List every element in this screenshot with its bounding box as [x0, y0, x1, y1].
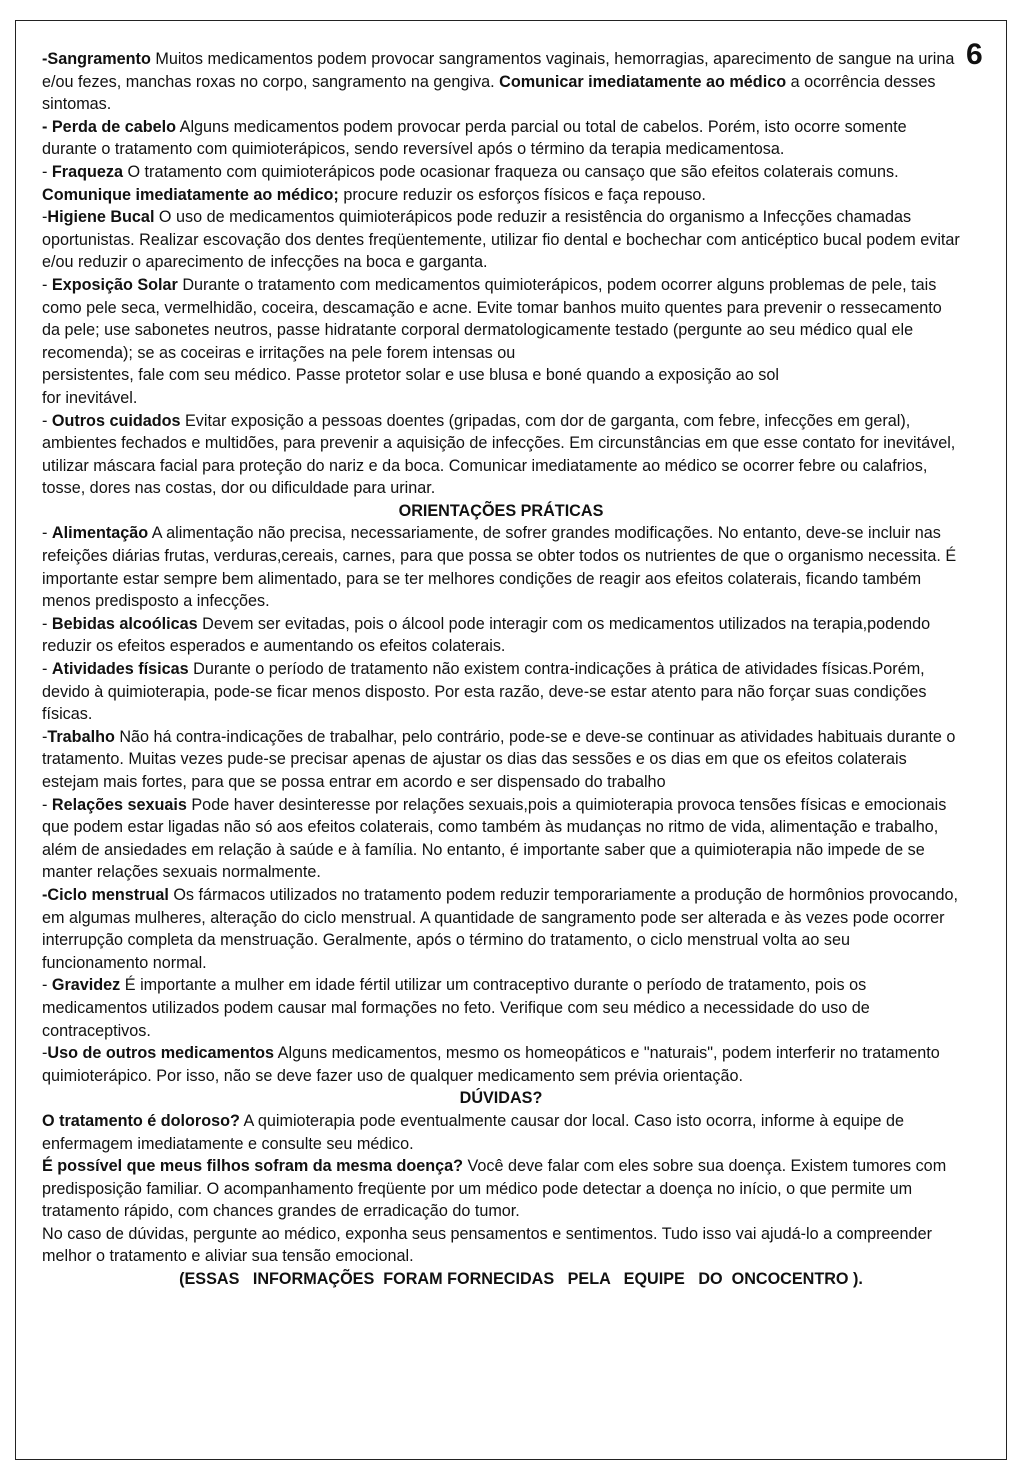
section-fraqueza: - Fraqueza O tratamento com quimioterápicos pode ocasionar fraqueza ou cansaço que são efeitos colaterais comuns. Comunique imediatamente ao médico; procure reduzir os esforços físicos e faça repouso.	[42, 162, 899, 204]
document-body	[42, 48, 960, 1291]
practical-alimentacao: - Alimentação A alimentação não precisa, necessariamente, de sofrer grandes modificações. No entanto, deve-se incluir nas refeições diárias frutas, verduras,cereais, carnes, para que possa se obter todos os nutrientes de que o organismo necessita. É importante estar sempre bem alimentado, para se ter melhores condições de reagir aos efeitos colaterais, ficando também menos predisposto a infecções.	[42, 524, 957, 611]
practical-relacoes: - Relações sexuais Pode haver desinteresse por relações sexuais,pois a quimioterapia provoca tensões físicas e emocionais que podem estar ligadas não só aos efeitos colaterais, como também às mudanças no ritmo de vida, alimentação e trabalho, além de ansiedades em relação à saúde e à família. No entanto, é importante saber que a quimioterapia não impede de se manter relações sexuais normalmente.	[42, 795, 947, 882]
section-exposicao-solar-end: for inevitável.	[42, 388, 138, 407]
section-outros-cuidados: - Outros cuidados Evitar exposição a pessoas doentes (gripadas, com dor de garganta, com febre, infecções em geral),	[42, 411, 911, 430]
section-outros-cuidados-cont: ambientes fechados e multidões, para prevenir a aquisição de infecções. Em circunstâncias em que esse contato for inevitável, utilizar máscara facial para proteção do nariz e da boca. Comunicar imediatamente ao médico se ocorrer febre ou calafrios, tosse, dores nas costas, dor ou dificuldade para urinar.	[42, 434, 956, 498]
section-sangramento: -Sangramento Muitos medicamentos podem provocar sangramentos vaginais, hemorragias, aparecimento de sangue na urina e/ou fezes, manchas roxas no corpo, sangramento na gengiva. Comunicar imediatamente ao médico a ocorrência desses sintomas.	[42, 50, 955, 114]
closing-paragraph: No caso de dúvidas, pergunte ao médico, exponha seus pensamentos e sentimentos. Tudo isso vai ajudá-lo a compreender melhor o tratamento e aliviar sua tensão emocional.	[42, 1224, 932, 1266]
practical-medicamentos: -Uso de outros medicamentos Alguns medicamentos, mesmo os homeopáticos e "naturais", podem interferir no tratamento quimioterápico. Por isso, não se deve fazer uso de qualquer medicamento sem prévia orientação.	[42, 1044, 940, 1085]
practical-bebidas: - Bebidas alcoólicas Devem ser evitadas, pois o álcool pode interagir com os medicamentos utilizados na terapia,podendo reduzir os efeitos esperados e aumentando os efeitos colaterais.	[42, 614, 931, 656]
section-exposicao-solar-cont: persistentes, fale com seu médico. Passe protetor solar e use blusa e boné quando a exposição ao sol	[42, 366, 779, 385]
section-higiene-bucal: -Higiene Bucal O uso de medicamentos quimioterápicos pode reduzir a resistência do organismo a Infecções chamadas oportunistas. Realizar escovação dos dentes freqüentemente, utilizar fio dental e bochechar com anticéptico bucal podem evitar e/ou reduzir o aparecimento de infecções na boca e garganta.	[42, 208, 960, 272]
faq-heading: DÚVIDAS?	[459, 1089, 543, 1108]
section-perda-de-cabelo: - Perda de cabelo Alguns medicamentos podem provocar perda parcial ou total de cabelos. Porém, isto ocorre somente durante o tratamento com quimioterápicos, sendo reversível após o término da terapia medicamentosa.	[42, 117, 907, 159]
footer-credit: (ESSAS INFORMAÇÕES FORAM FORNECIDAS PELA EQUIPE DO ONCOCENTRO ).	[179, 1270, 863, 1289]
faq-item: É possível que meus filhos sofram da mesma doença? Você deve falar com eles sobre sua doença. Existem tumores com predisposição familiar. O acompanhamento freqüente por um médico pode detectar a doença no início, o que permite um tratamento rápido, com chances grandes de erradicação do tumor.	[42, 1157, 947, 1221]
section-exposicao-solar: - Exposição Solar Durante o tratamento com medicamentos quimioterápicos, podem ocorrer alguns problemas de pele, tais como pele seca, vermelhidão, coceira, descamação e acne. Evite tomar banhos muito quentes para prevenir o ressecamento da pele; use sabonetes neutros, passe hidratante corporal dermatologicamente testado (pergunte ao seu médico qual ele recomenda); se as coceiras e irritações na pele forem intensas ou	[42, 275, 942, 362]
practical-atividades: - Atividades físicas Durante o período de tratamento não existem contra-indicações à prática de atividades físicas.Porém, devido à quimioterapia, pode-se ficar menos disposto. Por esta razão, deve-se estar atento para não forçar suas condições físicas.	[42, 660, 927, 724]
practical-heading: ORIENTAÇÕES PRÁTICAS	[398, 501, 604, 520]
practical-ciclo: -Ciclo menstrual Os fármacos utilizados no tratamento podem reduzir temporariamente a produção de hormônios provocando, em algumas mulheres, alteração do ciclo menstrual. A quantidade de sangramento pode ser alterada e às vezes pode ocorrer interrupção completa da menstruação. Geralmente, após o término do tratamento, o ciclo menstrual volta ao seu funcionamento normal.	[42, 885, 958, 972]
page-number: 6	[966, 38, 983, 71]
practical-gravidez: - Gravidez É importante a mulher em idade fértil utilizar um contraceptivo durante o período de tratamento, pois os medicamentos utilizados podem causar mal formações no feto. Verifique com seu médico a necessidade do uso de contraceptivos.	[42, 976, 870, 1040]
faq-item: O tratamento é doloroso? A quimioterapia pode eventualmente causar dor local. Caso isto ocorra, informe à equipe de enfermagem imediatamente e consulte seu médico.	[42, 1111, 904, 1153]
practical-trabalho: -Trabalho Não há contra-indicações de trabalhar, pelo contrário, pode-se e deve-se continuar as atividades habituais durante o tratamento. Muitas vezes pude-se precisar apenas de ajustar os dias das sessões e os dias em que os efeitos colaterais estejam mais fortes, para que se possa entrar em acordo e ser dispensado do trabalho	[42, 727, 956, 791]
